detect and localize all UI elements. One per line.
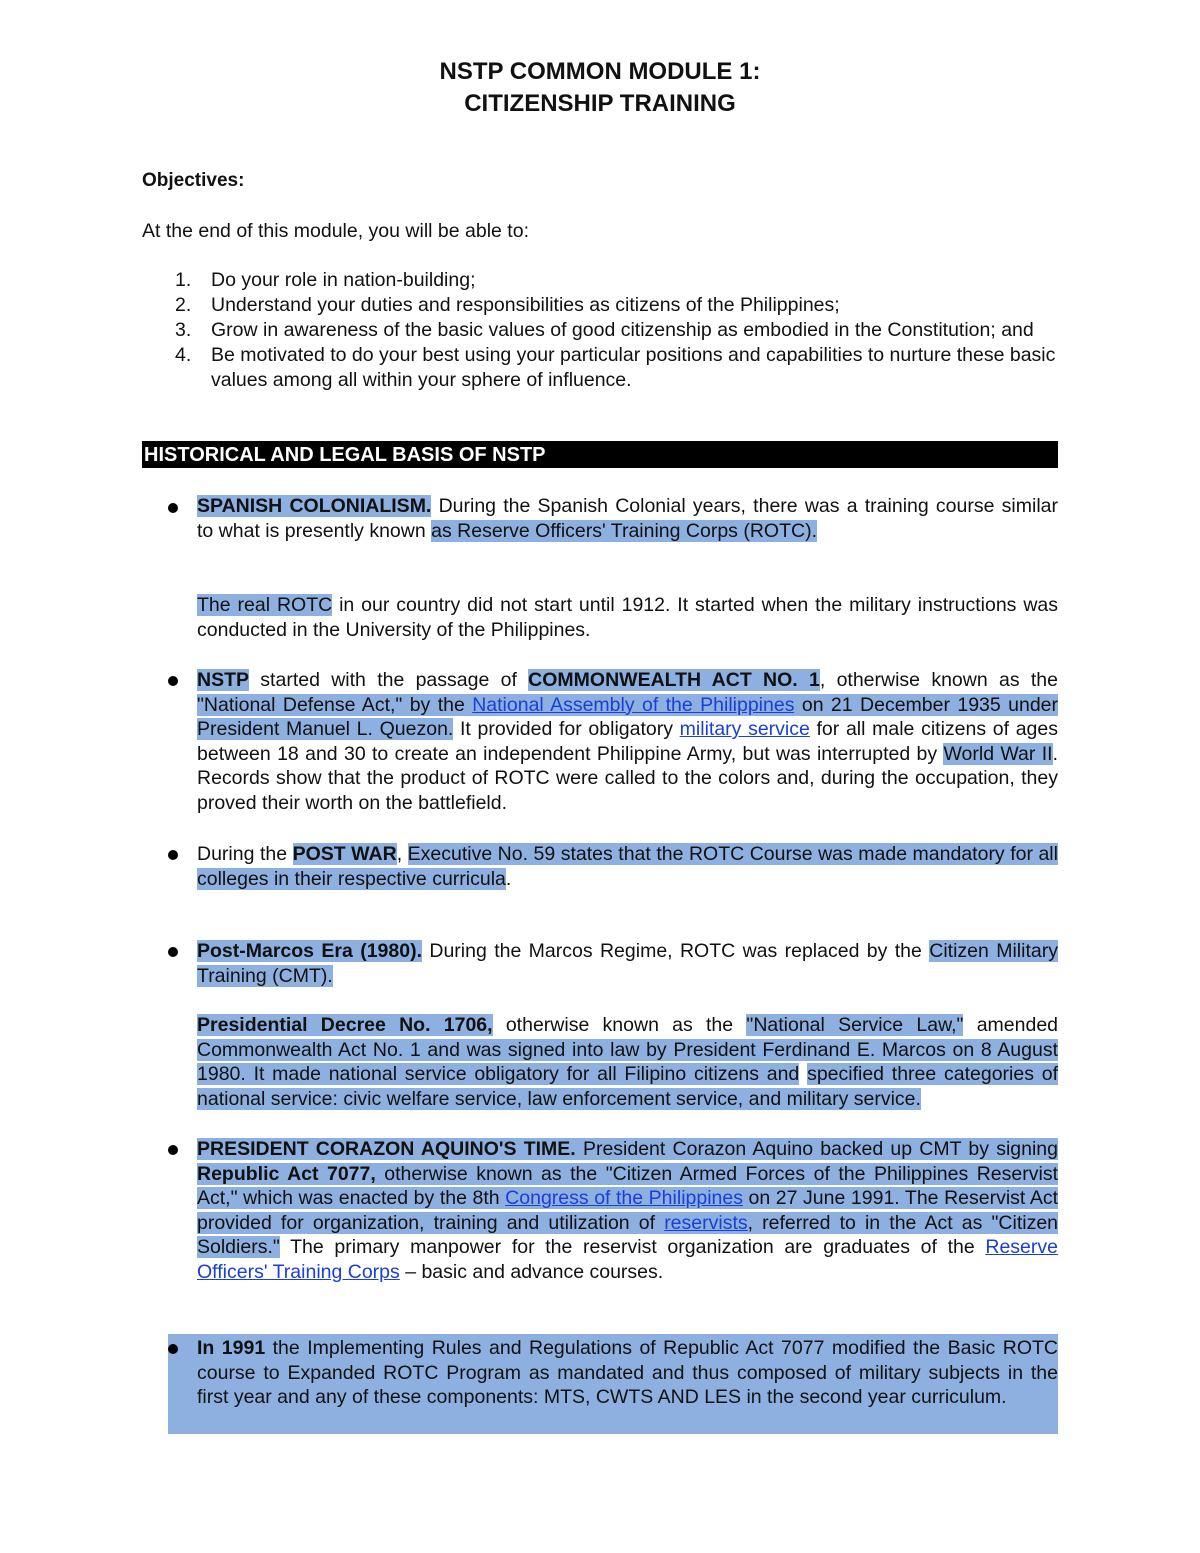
postwar-paragraph: During the POST WAR, Executive No. 59 states that the ROTC Course was made mandatory for all colleges in their respective curricula. [197,843,1058,890]
decree-paragraph: Presidential Decree No. 1706, otherwise known as the "National Service Law," amended Commonwealth Act No. 1 and was signed into law by President Ferdinand E. Marcos on 8 August 1980. It made national service obligatory for all Filipino citizens and specified three categories of national service: civic welfare service, law enforcement service, and military service. [197,1014,1059,1110]
congress-link[interactable]: Congress of the Philippines [505,1187,743,1210]
ra-1991-paragraph: In 1991 the Implementing Rules and Regulations of Republic Act 7077 modified the Basic ROTC course to Expanded ROTC Program as mandated and thus composed of military subjects in the first year and any of these components: MTS, CWTS AND LES in the second year curriculum. [197,1337,1058,1409]
reservists-link[interactable]: reservists [664,1211,748,1234]
list-item: 1. Do your role in nation-building; [175,269,476,291]
bullet-icon [168,676,178,686]
section-heading: HISTORICAL AND LEGAL BASIS OF NSTP [142,441,1058,468]
military-service-link[interactable]: military service [679,718,810,741]
list-item: 4. Be motivated to do your best using your particular positions and capabilities to nurture these basic values among all within your sphere of influence. [175,344,1056,391]
national-assembly-link[interactable]: National Assembly of the Philippines [472,693,795,716]
spanish-paragraph: SPANISH COLONIALISM. During the Spanish Colonial years, there was a training course similar to what is presently known as Reserve Officers' Training Corps (ROTC). [197,495,1058,542]
module-title: NSTP COMMON MODULE 1: [439,58,761,85]
list-item: 2. Understand your duties and responsibilities as citizens of the Philippines; [175,294,840,316]
list-item: 3. Grow in awareness of the basic values of good citizenship as embodied in the Constitution; and [175,319,1034,341]
marcos-paragraph: Post-Marcos Era (1980). During the Marcos Regime, ROTC was replaced by the Citizen Military Training (CMT). [197,940,1058,987]
module-subtitle: CITIZENSHIP TRAINING [464,90,736,117]
objectives-label: Objectives: [142,170,245,191]
rotc-paragraph: The real ROTC in our country did not start until 1912. It started when the military instructions was conducted in the University of the Philippines. [197,594,1058,641]
bullet-icon [168,1344,178,1354]
rotc-link[interactable]: Reserve Officers' Training Corps [197,1236,1058,1283]
objectives-list [142,268,1058,393]
intro-text: At the end of this module, you will be able to: [142,220,529,242]
nstp-paragraph: NSTP started with the passage of COMMONWEALTH ACT NO. 1, otherwise known as the "National Defense Act," by the National Assembly of the Philippines on 21 December 1935 under President Manuel L. Quezon. It provided for obligatory military service for all male citizens of ages between 18 and 30 to create an independent Philippine Army, but was interrupted by World War II. Records show that the product of ROTC were called to the colors and, during the occupation, they proved their worth on the battlefield. [197,669,1059,814]
bullet-icon [168,1145,178,1155]
bullet-icon [168,850,178,860]
bullet-icon [168,503,178,513]
aquino-paragraph: PRESIDENT CORAZON AQUINO'S TIME. President Corazon Aquino backed up CMT by signing Republic Act 7077, otherwise known as the "Citizen Armed Forces of the Philippines Reservist Act," which was enacted by the 8th Congress of the Philippines on 27 June 1991. The Reservist Act provided for organization, training and utilization of reservists, referred to in the Act as "Citizen Soldiers." The primary manpower for the reservist organization are graduates of the Reserve Officers' Training Corps – basic and advance courses. [197,1138,1059,1283]
bullet-icon [168,947,178,957]
